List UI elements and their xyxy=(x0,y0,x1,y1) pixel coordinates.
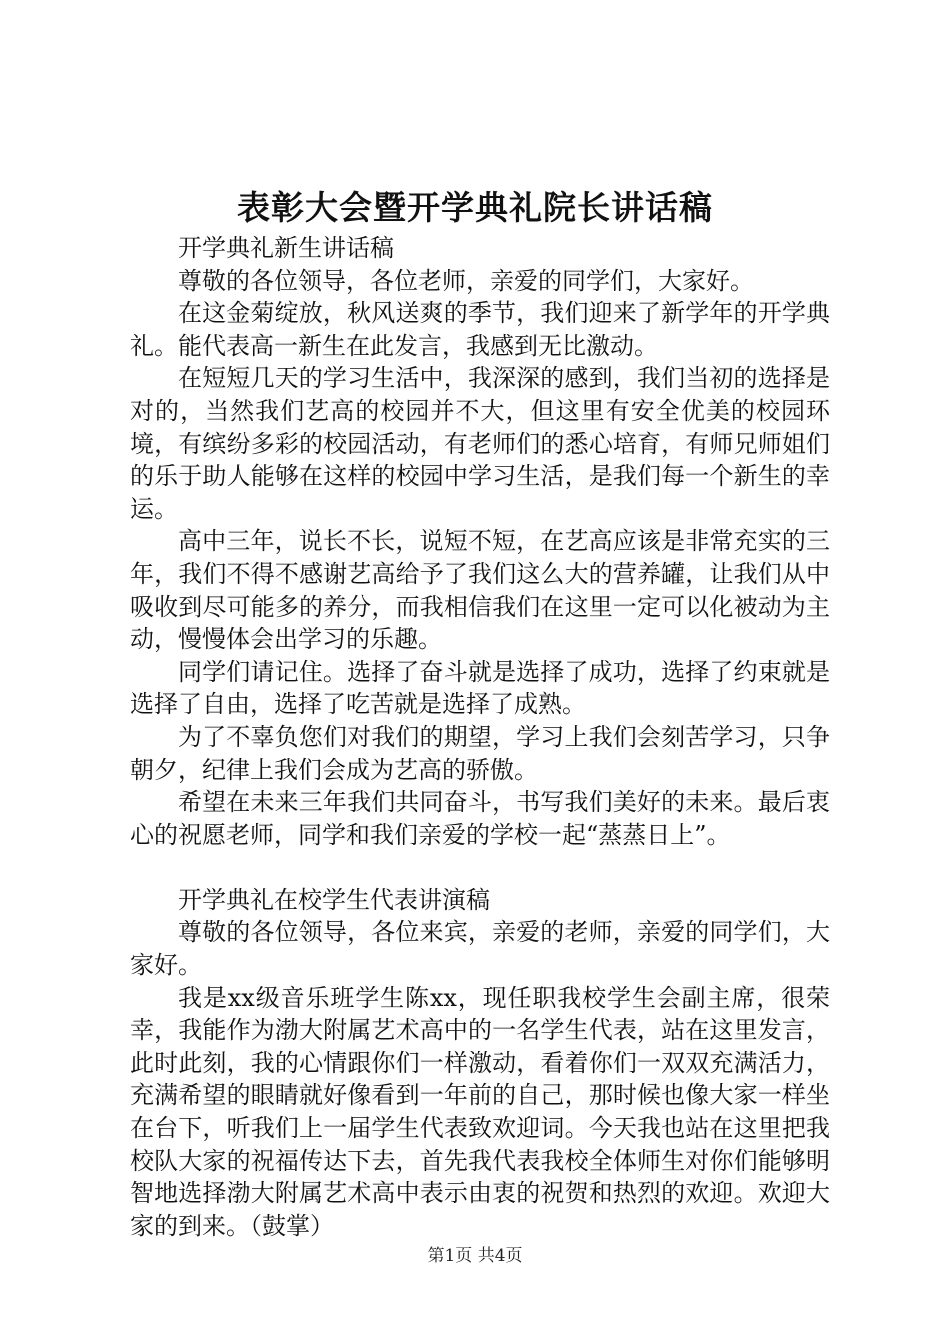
paragraph: 高中三年，说长不长，说短不短，在艺高应该是非常充实的三年，我们不得不感谢艺高给予了我们这么大的营养罐，让我们从中吸收到尽可能多的养分，而我相信我们在这里一定可以化被动为主动，慢慢体会出学习的乐趣。 xyxy=(130,527,830,654)
paragraph: 在短短几天的学习生活中，我深深的感到，我们当初的选择是对的，当然我们艺高的校园并不大，但这里有安全优美的校园环境，有缤纷多彩的校园活动，有老师们的悉心培育，有师兄师姐们的乐于助人能够在这样的校园中学习生活，是我们每一个新生的幸运。 xyxy=(130,364,830,523)
paragraph: 尊敬的各位领导，各位来宾，亲爱的老师，亲爱的同学们，大家好。 xyxy=(130,918,830,980)
section-heading: 开学典礼新生讲话稿 xyxy=(178,234,394,262)
document-title: 表彰大会暨开学典礼院长讲话稿 xyxy=(237,188,713,227)
section-heading: 开学典礼在校学生代表讲演稿 xyxy=(178,885,490,914)
paragraph: 同学们请记住。选择了奋斗就是选择了成功，选择了约束就是选择了自由，选择了吃苦就是选择了成熟。 xyxy=(130,657,830,719)
document-body xyxy=(130,232,830,1242)
paragraph: 希望在未来三年我们共同奋斗，书写我们美好的未来。最后衷心的祝愿老师，同学和我们亲爱的学校一起“蒸蒸日上”。 xyxy=(130,788,830,849)
paragraph: 在这金菊绽放，秋风送爽的季节，我们迎来了新学年的开学典礼。能代表高一新生在此发言，我感到无比激动。 xyxy=(130,299,830,360)
paragraph: 为了不辜负您们对我们的期望，学习上我们会刻苦学习，只争朝夕，纪律上我们会成为艺高的骄傲。 xyxy=(130,722,830,784)
section-spacer xyxy=(130,851,830,884)
paragraph: 我是xx级音乐班学生陈xx，现任职我校学生会副主席，很荣幸，我能作为渤大附属艺术高中的一名学生代表，站在这里发言，此时此刻，我的心情跟你们一样激动，看着你们一双双充满活力，充满希望的眼睛就好像看到一年前的自己，那时候也像大家一样坐在台下，听我们上一届学生代表致欢迎词。今天我也站在这里把我校队大家的祝福传达下去，首先我代表我校全体师生对你们能够明智地选择渤大附属艺术高中表示由衷的祝贺和热烈的欢迎。欢迎大家的到来。（鼓掌） xyxy=(130,983,830,1240)
paragraph: 尊敬的各位领导，各位老师，亲爱的同学们，大家好。 xyxy=(178,266,754,295)
page-number-footer: 第1页 共4页 xyxy=(427,1246,523,1266)
